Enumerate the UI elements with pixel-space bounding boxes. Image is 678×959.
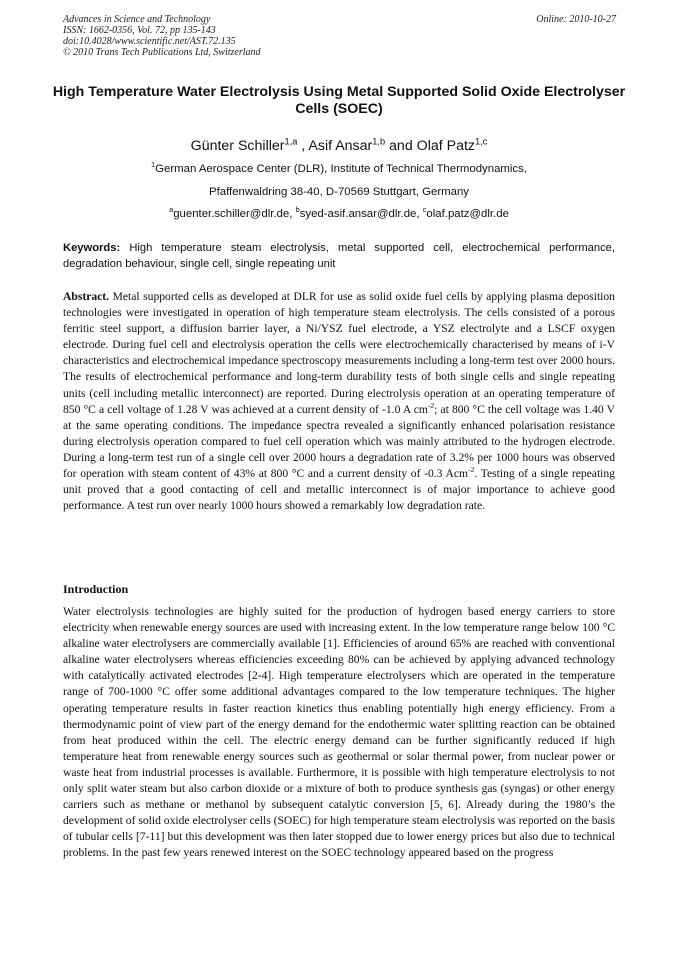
author-list <box>40 137 638 155</box>
paper-title: High Temperature Water Electrolysis Using Metal Supported Solid Oxide Electrolyser Cells (SOEC) <box>52 84 626 117</box>
journal-header <box>63 14 261 58</box>
author-name: Günter Schiller <box>190 138 285 154</box>
journal-name: Advances in Science and Technology <box>63 14 211 25</box>
abstract-label: Abstract. <box>63 290 110 303</box>
email-link[interactable]: guenter.schiller@dlr.de, <box>173 208 293 220</box>
email-mark: b <box>295 205 300 215</box>
abstract-text: ; at 800 °C the cell voltage was 1.40 V at the same operating conditions. The impedance spectra revealed a significantly enhanced polarisation resistance during electrolysis operation compared to fuel cell operation which was mainly attributed to the hydrogen electrode. During a long-term test run of a single cell over 2000 hours a degradation rate of 3.2% per 1000 hours was observed for operation with steam content of 43% at 800 °C and a current density of -0.3 Acm <box>63 402 615 481</box>
section-heading-introduction: Introduction <box>63 582 129 596</box>
author-separator: , <box>301 138 309 154</box>
keywords-paragraph <box>63 240 615 272</box>
journal-issn: ISSN: 1662-0356, Vol. 72, pp 135-143 <box>63 25 216 36</box>
author-name: Olaf Patz <box>416 138 476 154</box>
affiliation-mark: 1 <box>151 160 156 170</box>
online-date: Online: 2010-10-27 <box>536 14 616 25</box>
journal-doi: doi:10.4028/www.scientific.net/AST.72.135 <box>63 36 236 47</box>
affiliation-address: Pfaffenwaldring 38-40, D-70569 Stuttgart, Germany <box>208 186 470 198</box>
email-mark: c <box>422 205 427 215</box>
author-affiliation-mark: 1,a <box>284 136 298 147</box>
unit-exponent: -2 <box>468 465 475 475</box>
email-mark: a <box>169 205 174 215</box>
author-name: Asif Ansar <box>308 138 373 154</box>
keywords-label: Keywords: <box>63 242 121 254</box>
author-affiliation-mark: 1,b <box>372 136 386 147</box>
affiliation-institution: German Aerospace Center (DLR), Institute of Technical Thermodynamics, <box>155 163 527 175</box>
affiliation-emails <box>40 207 638 221</box>
unit-exponent: -2 <box>427 400 435 410</box>
abstract-text: . Testing of a single repeating unit proved that a good contacting of cell and metallic interconnect is of major importance to achieve good performance. A test run over nearly 1000 hours showed a remarkably low degradation rate. <box>63 467 615 513</box>
keywords-text: High temperature steam electrolysis, metal supported cell, electrochemical performance, degradation behaviour, single cell, single repeating unit <box>63 242 616 270</box>
author-separator: and <box>389 138 417 154</box>
email-link[interactable]: syed-asif.ansar@dlr.de, <box>299 208 420 220</box>
email-link[interactable]: olaf.patz@dlr.de <box>426 208 509 220</box>
author-affiliation-mark: 1,c <box>475 136 488 147</box>
introduction-paragraph: Water electrolysis technologies are highly suited for the production of hydrogen based energy carriers to store electricity when renewable energy sources are used with increasing extent. In the low temperature range below 100 °C alkaline water electrolysers are commercially available [1]. Efficiencies of around 65% are reached with conventional alkaline water electrolysers whereas efficiencies exceeding 80% can be achieved by applying advanced technology with catalytically activated electrodes [2-4]. High temperature electrolysers which are operated in the temperature range of 700-1000 °C offer some additional advantages compared to the low temperature techniques. The higher operating temperature results in faster reaction kinetics thus enabling potentially high energy efficiency. From a thermodynamic point of view part of the energy demand for the endothermic water splitting reaction can be obtained from heat produced within the cell. The electric energy demand can be further significantly reduced if high temperature heat from renewable energy sources such as geothermal or solar thermal power, from nuclear power or waste heat from industrial processes is available. Furthermore, it is possible with high temperature electrolysis to not only split water steam but also carbon dioxide or a mixture of both to produce synthesis gas (syngas) or other energy carriers such as methane or methanol by subsequent catalytic conversion [5, 6]. Already during the 1980’s the development of solid oxide electrolyser cells (SOEC) for high temperature steam electrolysis was reported on the basis of tubular cells [7-11] but this development was then later stopped due to lower energy prices but also due to technical problems. In the past few years renewed interest on the SOEC technology appeared based on the progress <box>63 605 615 860</box>
journal-copyright: © 2010 Trans Tech Publications Ltd, Switzerland <box>63 47 261 58</box>
abstract-paragraph <box>63 289 615 514</box>
abstract-text: Metal supported cells as developed at DLR for use as solid oxide fuel cells by applying plasma deposition technologies were investigated in operation of high temperature steam electrolysis. The cells consisted of a porous ferritic steel support, a diffusion barrier layer, a Ni/YSZ fuel electrode, a YSZ electrolyte and a LSCF oxygen electrode. During fuel cell and electrolysis operation the cells were electrochemically characterised by means of i-V characteristics and electrochemical impedance spectroscopy measurements including a long-term test over 2000 hours. The results of electrochemical performance and long-term durability tests of both single cells and single repeating units (cell including metallic interconnect) are reported. During electrolysis operation at an operating temperature of 850 °C a cell voltage of 1.28 V was achieved at a current density of -1.0 A cm <box>63 290 615 416</box>
affiliation-line <box>40 162 638 176</box>
